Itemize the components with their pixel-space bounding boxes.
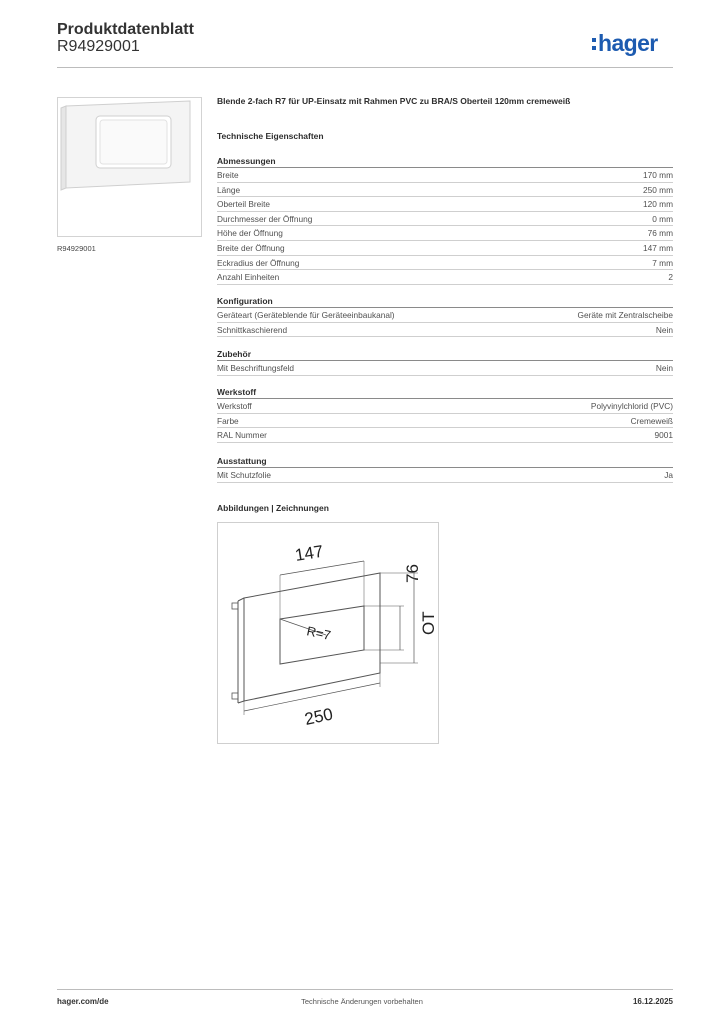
dim-opening-height: 76 [403,564,422,583]
product-illustration [58,98,201,236]
row-label: Geräteart (Geräteblende für Geräteeinbaukanal) [217,310,395,320]
drawings-heading: Abbildungen | Zeichnungen [217,503,329,513]
row-value: 76 mm [647,228,673,239]
product-image [57,97,202,237]
table-row [217,183,673,198]
row-value: 120 mm [643,199,673,210]
row-label: Höhe der Öffnung [217,228,283,239]
section-title: Zubehör [217,349,673,361]
section-title: Ausstattung [217,456,673,468]
footer-disclaimer: Technische Änderungen vorbehalten [301,997,423,1006]
section-ausstattung [217,456,673,483]
row-value: Nein [655,363,673,373]
hager-logo [592,30,658,57]
table-row [217,226,673,241]
section-title: Werkstoff [217,387,673,399]
table-row [217,468,673,483]
dim-radius: R=7 [305,623,333,643]
header-divider [57,67,673,68]
row-label: RAL Nummer [217,430,267,441]
section-konfiguration [217,296,673,337]
row-value: Ja [664,470,673,480]
row-value: Geräte mit Zentralscheibe [577,310,673,320]
row-label: Werkstoff [217,401,252,411]
row-label: Anzahl Einheiten [217,272,280,283]
row-label: Länge [217,184,241,195]
table-row [217,428,673,443]
row-value: 250 mm [643,184,673,195]
row-label: Breite [217,170,239,180]
table-row [217,270,673,285]
row-value: 147 mm [643,242,673,253]
table-row [217,361,673,376]
dimension-drawing [218,523,438,743]
footer-date: 16.12.2025 [632,997,673,1006]
table-row [217,323,673,338]
section-abmessungen [217,156,673,285]
table-row [217,256,673,271]
row-label: Durchmesser der Öffnung [217,213,313,224]
section-zubehoer [217,349,673,376]
row-label: Mit Schutzfolie [217,470,271,480]
table-row [217,168,673,183]
section-title: Konfiguration [217,296,673,308]
row-value: Cremeweiß [630,415,673,426]
dim-opening-width: 147 [293,541,325,565]
row-value: 2 [668,272,673,283]
table-row [217,212,673,227]
section-title: Abmessungen [217,156,673,168]
product-image-caption: R94929001 [57,244,96,253]
row-value: Polyvinylchlorid (PVC) [590,401,673,411]
technical-drawing [217,522,439,744]
logo-colon-icon [592,38,596,50]
footer-website: hager.com/de [57,997,109,1006]
section-werkstoff [217,387,673,443]
footer-divider [57,989,673,990]
row-value: 7 mm [652,257,673,268]
logo-text: hager [598,30,658,56]
page-title: Produktdatenblatt [57,21,194,38]
product-code: R94929001 [57,38,140,55]
table-row [217,241,673,256]
row-label: Farbe [217,415,239,426]
row-label: Mit Beschriftungsfeld [217,363,295,373]
dim-length: 250 [302,704,335,729]
row-label: Schnittkaschierend [217,324,288,335]
table-row [217,399,673,414]
row-label: Eckradius der Öffnung [217,257,300,268]
table-row [217,414,673,429]
row-value: 0 mm [652,213,673,224]
row-value: 9001 [654,430,673,441]
technical-properties-heading: Technische Eigenschaften [217,131,324,141]
row-value: Nein [655,324,673,335]
table-row [217,197,673,212]
row-label: Oberteil Breite [217,199,271,210]
table-row [217,308,673,323]
row-value: 170 mm [643,170,673,180]
row-label: Breite der Öffnung [217,242,285,253]
dim-top: OT [419,611,438,635]
product-title: Blende 2-fach R7 für UP-Einsatz mit Rahmen PVC zu BRA/S Oberteil 120mm cremeweiß [217,96,571,106]
